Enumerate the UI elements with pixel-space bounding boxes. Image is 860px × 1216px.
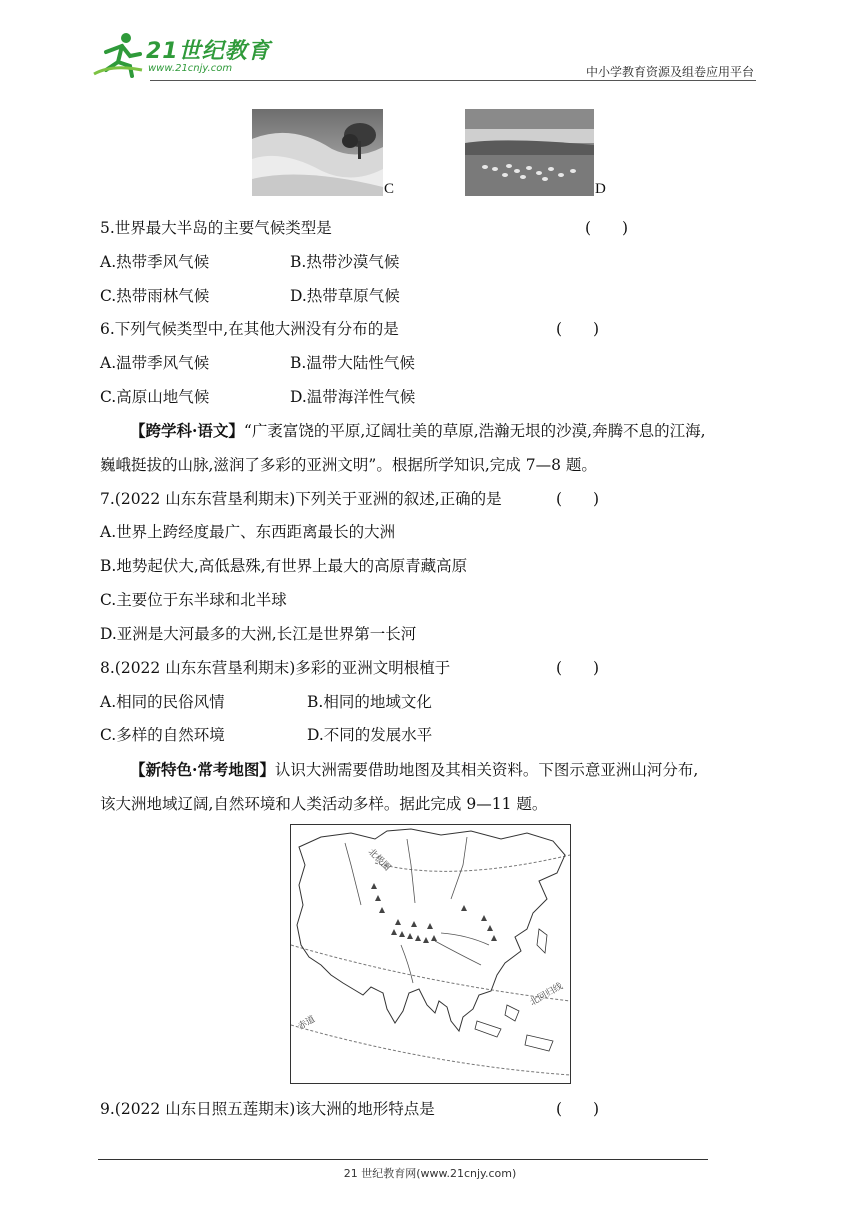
question-6-option-c: C.高原山地气候: [100, 388, 210, 406]
question-9-answer-blank: ( ): [556, 1100, 600, 1118]
question-5-stem: 5.世界最大半岛的主要气候类型是: [100, 219, 332, 237]
question-8-option-c: C.多样的自然环境: [100, 726, 225, 744]
question-6-option-d: D.温带海洋性气候: [290, 388, 416, 406]
question-6-stem: 6.下列气候类型中,在其他大洲没有分布的是: [100, 320, 399, 338]
intro-7-8-line-1: [130, 421, 706, 441]
intro-9-11-line-1: [130, 760, 698, 780]
desert-photo: [252, 109, 383, 196]
footer-divider: [98, 1159, 708, 1160]
question-6-answer-blank: ( ): [556, 320, 600, 338]
question-6-option-b: B.温带大陆性气候: [290, 354, 415, 372]
asia-map: [290, 824, 571, 1084]
intro-9-11-line-2: 该大洲地域辽阔,自然环境和人类活动多样。据此完成 9—11 题。: [100, 795, 548, 813]
intro-7-8-text-1: “广袤富饶的平原,辽阔壮美的草原,浩瀚无垠的沙漠,奔腾不息的江海,: [243, 422, 706, 440]
question-5-answer-blank: ( ): [585, 219, 629, 237]
question-7-option-c: C.主要位于东半球和北半球: [100, 591, 287, 609]
header-divider: [150, 80, 756, 81]
arctic-circle-label: 北极圈: [365, 847, 392, 874]
photo-d-label: D: [595, 181, 606, 197]
footer-text: 21 世纪教育网(www.21cnjy.com): [343, 1167, 517, 1180]
question-5-option-d: D.热带草原气候: [290, 287, 400, 305]
intro-9-11-text-1: 认识大洲需要借助地图及其相关资料。下图示意亚洲山河分布,: [274, 761, 699, 779]
runner-logo-icon: [92, 30, 146, 80]
question-5-option-b: B.热带沙漠气候: [290, 253, 400, 271]
logo-url: www.21cnjy.com: [148, 63, 233, 74]
question-5-option-a: A.热带季风气候: [100, 253, 210, 271]
intro-7-8-line-2: 巍峨挺拔的山脉,滋润了多彩的亚洲文明”。根据所学知识,完成 7—8 题。: [100, 456, 597, 474]
intro-7-8-tag: 【跨学科·语文】: [130, 421, 244, 440]
question-9-stem: 9.(2022 山东日照五莲期末)该大洲的地形特点是: [100, 1100, 435, 1118]
question-5-option-c: C.热带雨林气候: [100, 287, 210, 305]
grassland-photo: [465, 109, 594, 196]
question-8-option-d: D.不同的发展水平: [307, 726, 433, 744]
question-7-option-b: B.地势起伏大,高低悬殊,有世界上最大的高原青藏高原: [100, 557, 468, 575]
question-7-stem: 7.(2022 山东东营垦利期末)下列关于亚洲的叙述,正确的是: [100, 490, 502, 508]
logo-text: 21世纪教育: [146, 39, 271, 64]
tropic-of-cancer-label: 北回归线: [528, 981, 565, 1009]
intro-9-11-tag: 【新特色·常考地图】: [130, 760, 275, 779]
question-8-stem: 8.(2022 山东东营垦利期末)多彩的亚洲文明根植于: [100, 659, 451, 677]
equator-label: 赤道: [296, 1014, 318, 1033]
question-8-answer-blank: ( ): [556, 659, 600, 677]
desert-image: [252, 109, 383, 196]
grassland-image: [465, 109, 594, 196]
header-platform-text: 中小学教育资源及组卷应用平台: [585, 65, 754, 79]
site-logo: [92, 30, 271, 80]
question-7-answer-blank: ( ): [556, 490, 600, 508]
question-6-option-a: A.温带季风气候: [100, 354, 210, 372]
question-7-option-a: A.世界上跨经度最广、东西距离最长的大洲: [100, 523, 396, 541]
question-8-option-b: B.相同的地域文化: [307, 693, 432, 711]
photo-c-label: C: [384, 181, 395, 197]
question-8-option-a: A.相同的民俗风情: [100, 693, 225, 711]
asia-map-drawing: [291, 825, 570, 1083]
question-7-option-d: D.亚洲是大河最多的大洲,长江是世界第一长河: [100, 625, 417, 643]
